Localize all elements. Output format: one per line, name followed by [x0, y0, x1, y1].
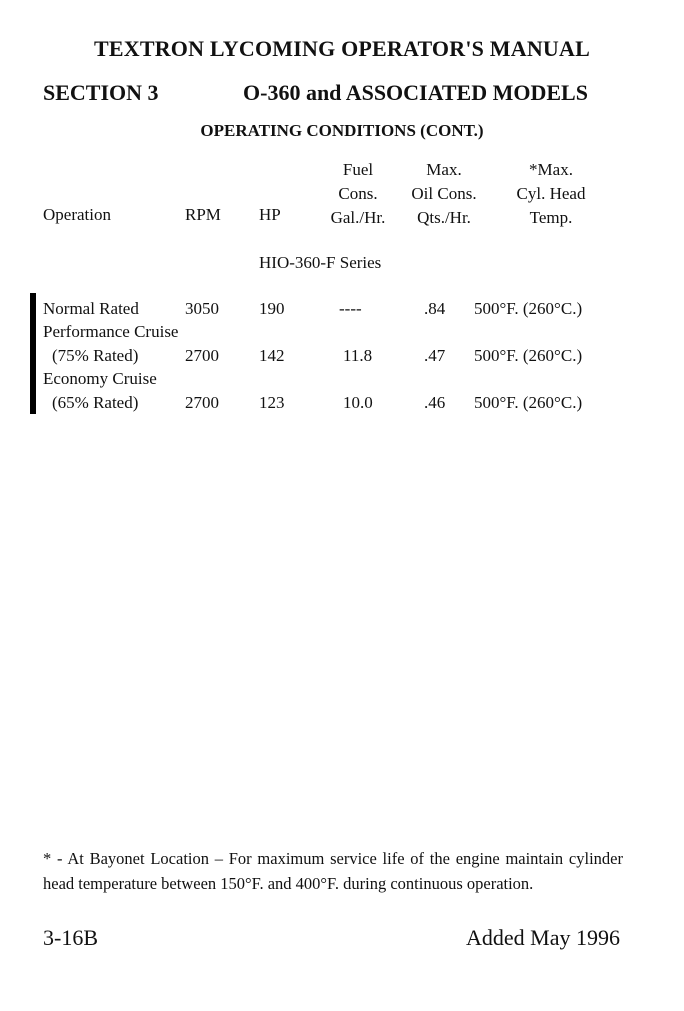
column-header-oil-line-2: Oil Cons.: [411, 184, 477, 203]
row-label-economy-cruise-rating: (65% Rated): [52, 393, 139, 412]
row-performance-cruise-fuel: 11.8: [343, 346, 373, 365]
column-header-rpm: RPM: [185, 205, 221, 224]
section-models-title: O-360 and ASSOCIATED MODELS: [243, 80, 588, 105]
row-economy-cruise-rpm: 2700: [185, 393, 219, 412]
series-title: HIO-360-F Series: [259, 253, 382, 272]
row-normal-rated-rpm: 3050: [185, 299, 219, 318]
column-header-fuel-line-1: Fuel: [342, 160, 374, 179]
row-normal-rated-fuel: ----: [339, 299, 362, 318]
column-header-hp: HP: [259, 205, 281, 224]
row-economy-cruise-hp: 123: [259, 393, 285, 412]
row-normal-rated-temp: 500°F. (260°C.): [474, 299, 583, 318]
column-header-temp: [500, 158, 602, 230]
page-subtitle: OPERATING CONDITIONS (CONT.): [200, 121, 484, 140]
column-header-temp-line-1: *Max.: [529, 160, 573, 179]
column-header-fuel: [318, 158, 398, 230]
section-label: SECTION 3: [43, 80, 159, 105]
row-label-performance-cruise-rating: (75% Rated): [52, 346, 139, 365]
revision-change-bar: [30, 293, 36, 414]
row-normal-rated-hp: 190: [259, 299, 285, 318]
column-header-oil: [396, 158, 492, 230]
row-label-performance-cruise: Performance Cruise: [43, 322, 179, 341]
column-header-operation: Operation: [43, 205, 111, 224]
row-label-economy-cruise: Economy Cruise: [43, 369, 157, 388]
row-economy-cruise-oil: .46: [424, 393, 446, 412]
column-header-oil-line-1: Max.: [426, 160, 462, 179]
row-economy-cruise-temp: 500°F. (260°C.): [474, 393, 583, 412]
manual-title: TEXTRON LYCOMING OPERATOR'S MANUAL: [94, 36, 590, 61]
row-performance-cruise-oil: .47: [424, 346, 446, 365]
row-performance-cruise-temp: 500°F. (260°C.): [474, 346, 583, 365]
revision-date: Added May 1996: [466, 925, 620, 950]
page-number: 3-16B: [43, 925, 98, 950]
row-economy-cruise-fuel: 10.0: [343, 393, 373, 412]
column-header-oil-line-3: Qts./Hr.: [417, 208, 471, 227]
column-header-fuel-line-2: Cons.: [338, 184, 378, 203]
temperature-footnote: * - At Bayonet Location – For maximum service life of the engine maintain cylinder head temperature between 150°F. and 400°F. during continuous operation.: [43, 849, 623, 893]
row-performance-cruise-rpm: 2700: [185, 346, 219, 365]
column-header-fuel-line-3: Gal./Hr.: [330, 208, 386, 227]
row-normal-rated-oil: .84: [424, 299, 446, 318]
row-label-normal-rated: Normal Rated: [43, 299, 139, 318]
row-performance-cruise-hp: 142: [259, 346, 285, 365]
column-header-temp-line-3: Temp.: [529, 208, 573, 227]
column-header-temp-line-2: Cyl. Head: [516, 184, 586, 203]
